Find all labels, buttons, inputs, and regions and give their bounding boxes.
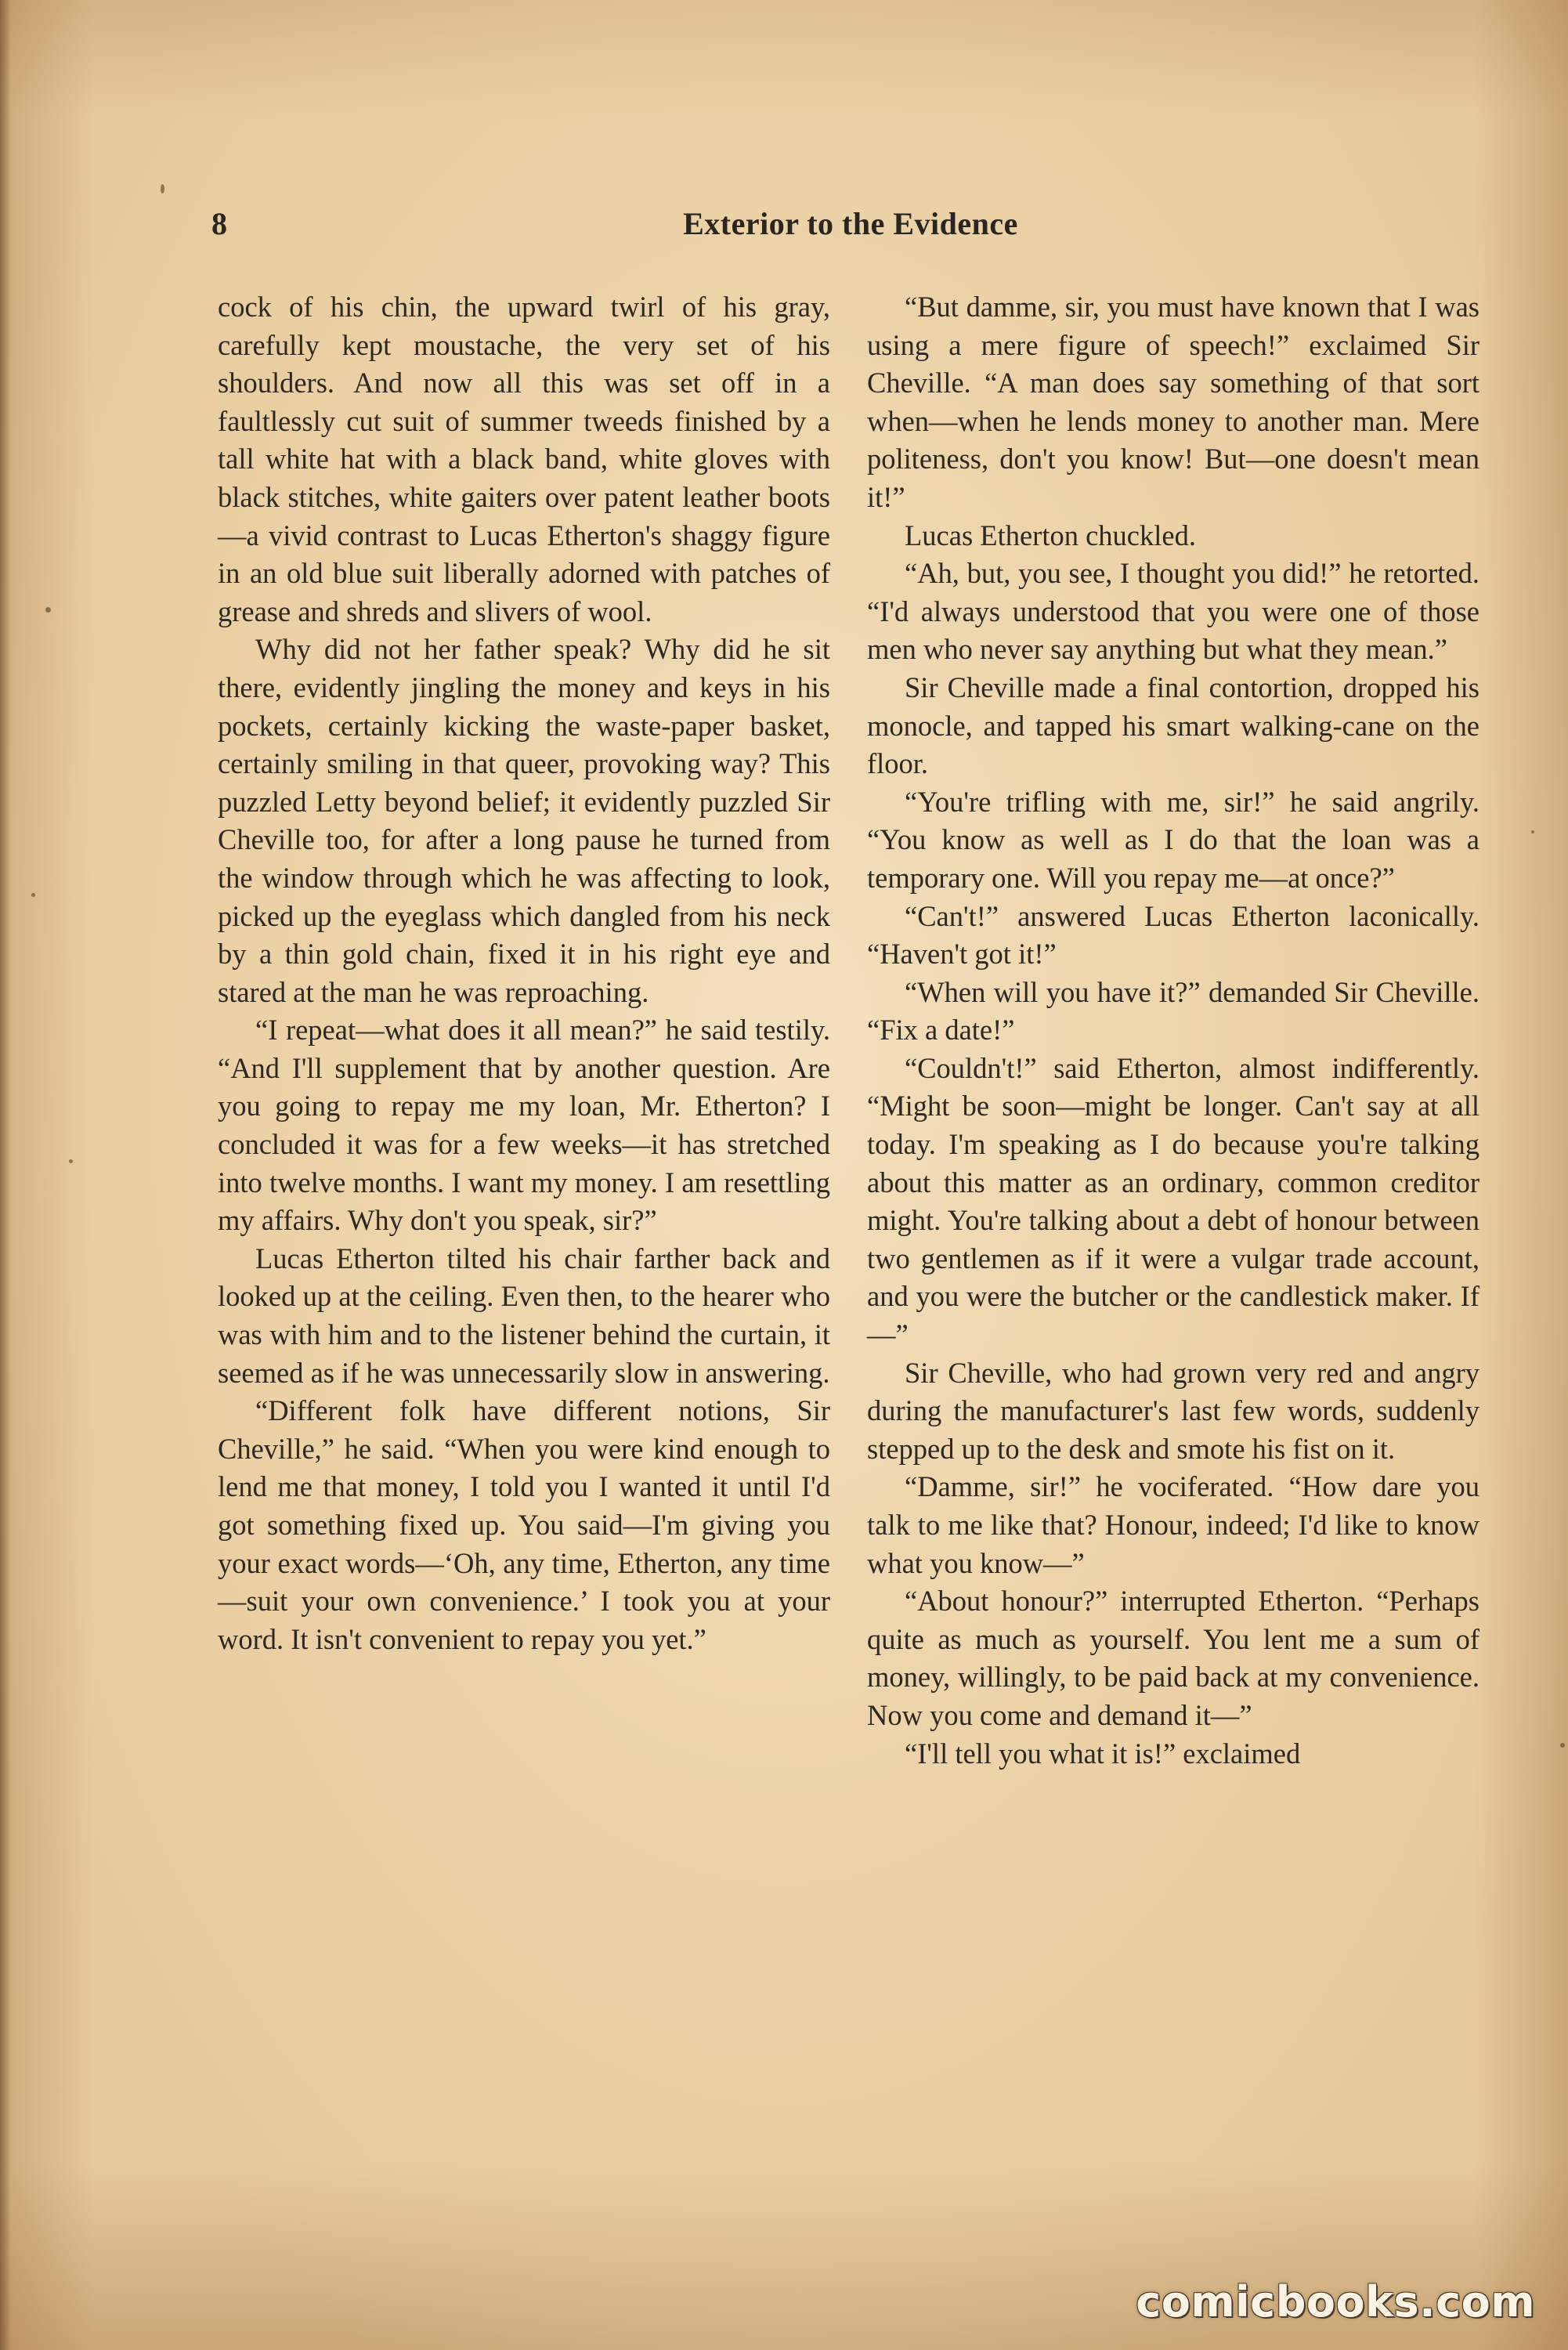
paragraph: “I'll tell you what it is!” exclaimed xyxy=(905,1737,1301,1770)
running-title: Exterior to the Evidence xyxy=(683,206,1018,241)
page-edge-shadow xyxy=(0,0,11,2350)
paper-speck xyxy=(1531,830,1534,833)
paragraph: “You're trifling with me, sir!” he said angrily. “You know as well as I do that the loan was a temporary one. Will you repay me—at once?” xyxy=(867,785,1479,894)
page-number: 8 xyxy=(211,206,227,241)
paper-speck xyxy=(69,1159,73,1163)
right-column xyxy=(867,288,1479,1773)
paper-speck xyxy=(31,893,35,897)
paragraph: Lucas Etherton chuckled. xyxy=(905,519,1196,551)
paragraph: “About honour?” interrupted Etherton. “Perhaps quite as much as yourself. You lent me a sum of money, willingly, to be paid back at my convenience. Now you come and demand it—” xyxy=(867,1585,1479,1731)
paragraph: “Couldn't!” said Etherton, almost indifferently. “Might be soon—might be longer. Can't say at all today. I'm speaking as I do because you're talking about this matter as an ordinary, common creditor might. You're talking about a debt of honour between two gentlemen as if it were a vulgar trade account, and you were the butcher or the candlestick maker. If—” xyxy=(867,1051,1479,1351)
paragraph: Lucas Etherton tilted his chair farther back and looked up at the ceiling. Even then, to the hearer who was with him and to the listener behind the curtain, it seemed as if he was unnecessarily slow in answering. xyxy=(218,1242,830,1389)
paragraph: “Ah, but, you see, I thought you did!” he retorted. “I'd always understood that you were one of those men who never say anything but what they mean.” xyxy=(867,557,1479,666)
page-header xyxy=(211,205,1490,252)
paragraph: cock of his chin, the upward twirl of his gray, carefully kept moustache, the very set of his shoulders. And now all this was set off in a faultlessly cut suit of summer tweeds finished by a tall white hat with a black band, white gloves with black stitches, white gaiters over patent leather boots—a vivid contrast to Lucas Etherton's shaggy figure in an old blue suit liberally adorned with patches of grease and shreds and slivers of wool. xyxy=(218,291,830,627)
paragraph: Why did not her father speak? Why did he sit there, evidently jingling the money and keys in his pockets, certainly kicking the waste-paper basket, certainly smiling in that queer, provoking way? This puzzled Letty beyond belief; it evidently puzzled Sir Cheville too, for after a long pause he turned from the window through which he was affecting to look, picked up the eyeglass which dangled from his neck by a thin gold chain, fixed it in his right eye and stared at the man he was reproaching. xyxy=(218,633,830,1008)
paragraph: “Different folk have different notions, Sir Cheville,” he said. “When you were kind enough to lend me that money, I told you I wanted it until I'd got something fixed up. You said—I'm giving you your exact words—‘Oh, any time, Etherton, any time—suit your own convenience.’ I took you at your word. It isn't convenient to repay you yet.” xyxy=(218,1394,830,1655)
paragraph: “Damme, sir!” he vociferated. “How dare you talk to me like that? Honour, indeed; I'd like to know what you know—” xyxy=(867,1470,1479,1579)
paragraph: Sir Cheville made a final contortion, dropped his monocle, and tapped his smart walking-cane on the floor. xyxy=(867,671,1479,780)
paper-speck xyxy=(161,184,164,193)
paragraph: Sir Cheville, who had grown very red and angry during the manufacturer's last few words, suddenly stepped up to the desk and smote his fist on it. xyxy=(867,1356,1479,1465)
paragraph: “But damme, sir, you must have known that I was using a mere figure of speech!” exclaimed Sir Cheville. “A man does say something of that sort when—when he lends money to another man. Mere politeness, don't you know! But—one doesn't mean it!” xyxy=(867,291,1479,513)
left-column xyxy=(218,288,830,1658)
paper-speck xyxy=(45,607,51,613)
paragraph: “When will you have it?” demanded Sir Cheville. “Fix a date!” xyxy=(867,975,1479,1047)
watermark: comicbooks.com xyxy=(1136,2277,1535,2326)
paragraph: “I repeat—what does it all mean?” he said testily. “And I'll supplement that by another question. Are you going to repay me my loan, Mr. Etherton? I concluded it was for a few weeks—it has stretched into twelve months. I want my money. I am resettling my affairs. Why don't you speak, sir?” xyxy=(218,1014,830,1237)
paper-speck xyxy=(1560,1743,1565,1748)
paragraph: “Can't!” answered Lucas Etherton laconically. “Haven't got it!” xyxy=(867,899,1479,971)
